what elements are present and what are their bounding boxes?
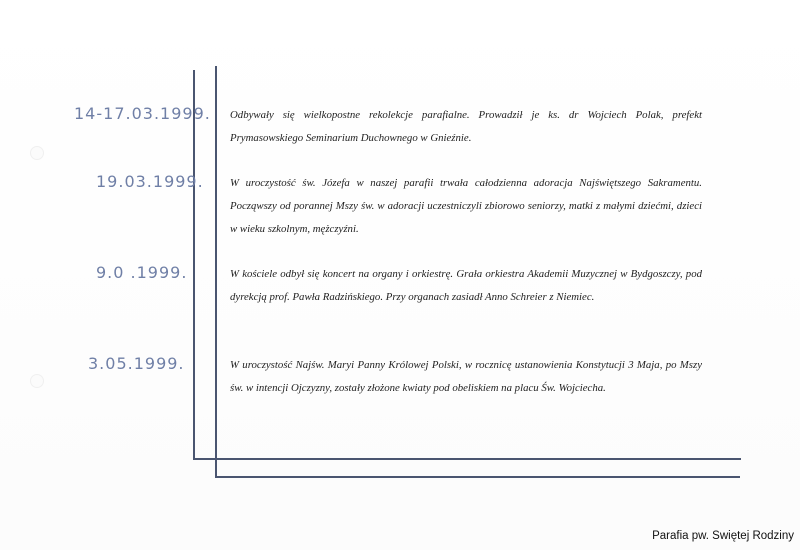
entry-text: Odbywały się wielkopostne rekolekcje parafialne. Prowadził je ks. dr Wojciech Polak, prefekt Prymasowskiego Seminarium Duchownego w Gnieźnie. [230, 109, 702, 144]
bottom-line-lower [215, 476, 740, 478]
entry-text: W kościele odbył się koncert na organy i orkiestrę. Grała orkiestra Akademii Muzycznej w Bydgoszczy, pod dyrekcją prof. Pawła Radzińskiego. Przy organach zasiadł Anno Schreier z Niemiec. [230, 268, 702, 303]
entry-date: 3.05.1999. [88, 354, 185, 373]
margin-line-outer [193, 70, 195, 460]
entry-text: W uroczystość św. Józefa w naszej parafii trwała całodzienna adoracja Najświętszego Sakramentu. Począwszy od porannej Mszy św. w adoracji uczestniczyli zbiorowo seniorzy, matki z małymi dziećmi, dzieci w wieku szkolnym, mężczyźni. [230, 177, 702, 235]
margin-line-inner [215, 66, 217, 478]
entry-date: 19.03.1999. [96, 172, 204, 191]
entry-text: W uroczystość Najśw. Maryi Panny Królowej Polski, w rocznicę ustanowienia Konstytucji 3 Maja, po Mszy św. w intencji Ojczyzny, zostały złożone kwiaty pod obeliskiem na placu Św. Wojciecha. [230, 359, 702, 394]
punch-hole [30, 146, 44, 160]
punch-hole [30, 374, 44, 388]
bottom-line-upper [193, 458, 741, 460]
parish-caption: Parafia pw. Swiętej Rodziny [652, 530, 794, 542]
entry-date: 14-17.03.1999. [74, 104, 211, 123]
entry-date: 9.0 .1999. [96, 263, 188, 282]
